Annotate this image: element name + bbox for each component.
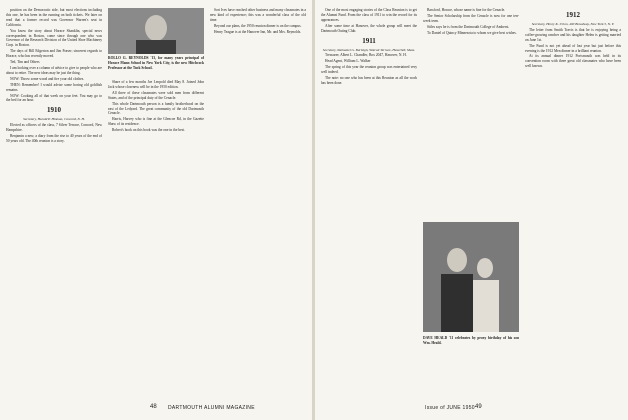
paragraph: Elected as officers of the class, 7 Silver Terrace, Concord, New Hampshire. [6, 123, 102, 133]
portrait-image [108, 8, 204, 54]
right-page [315, 0, 628, 420]
paragraph: Bassford, Horace, whose name is fine for the Cenacle. [427, 8, 506, 12]
class-secretary: Secretary, Henry K. Urion, 400 Broadway, New York 5, N. Y. [531, 22, 615, 26]
page-footer: Issue of JUNE 1950 [425, 405, 475, 411]
paragraph: To Daniel of Quincy Minnesota to whom we give best wishes. [427, 30, 517, 35]
portrait-photo [108, 8, 204, 54]
paragraph: Beyond our plans, the 1950 reunion dinner is on the campus. [214, 23, 302, 28]
class-secretary: Secretary, Nathaniel G. Burleigh, Wolcott Terrace, Haverhill, Mass. [322, 47, 416, 52]
paragraph: Head Agent, William L. Walker [325, 59, 371, 64]
family-image [423, 222, 519, 332]
class-secretary: Secretary, Harold P. Hinman, Concord, N. H. [23, 117, 85, 122]
paragraph: The spring of this year the reunion group was entertained very well indeed. [321, 65, 417, 75]
paragraph: You know the story about Horace Shanklin, special news correspondent in Boston, come since through one who was Governor of the Research Division of the United Shoe Machinery Corp. in Boston. [6, 28, 102, 48]
paragraph: position on the Democratic side, but most elections including this one, he has been in the running on both tickets. We later on read that a former record was Governor Warren's seat in California. [6, 8, 102, 27]
right-column-1 [321, 8, 417, 400]
paragraph: THEN: Remember! I would advise some boring old goldfish remains. [6, 82, 102, 92]
paragraph: Stiles says he is from the Dartmouth College of Amherst. [427, 24, 510, 29]
paragraph: All three of these classmates were sold men from different States, and of the principal duty of the Cenacle. [108, 90, 204, 100]
left-page [0, 0, 313, 420]
left-column-3 [210, 8, 306, 400]
paragraph: Robert's book on this book was the one in the best. [112, 128, 186, 133]
class-year-heading: 1910 [47, 106, 61, 115]
caption-text: DAVE HEALD '11 celebrates by proxy birthday of his son Wm. Heald. [423, 336, 519, 345]
page-number: 48 [150, 404, 157, 410]
page-number: 49 [475, 404, 482, 410]
paragraph: Treasurer, Albert L. Chandler, Box 2047, Hanover, N. H. [325, 53, 407, 58]
photo-caption [108, 56, 204, 78]
paragraph: One of the most engaging stories of the Class Reunion is to get the Alumni Fund. From the class of 1911 to win the record for its appearances. [321, 8, 417, 22]
paragraph: The Senior Scholarship from the Cenacle is now for one ten-week term. [423, 13, 519, 23]
paragraph: After some time at Hanover, the whole group will meet the Dartmouth Outing Club. [321, 23, 417, 33]
paragraph: Sort Ives have reached other business and many classmates in a new kind of experience; this was a wonderful class of the old time. [210, 8, 306, 22]
paragraph: Henry Teague is at the Hanover Inn, Mr. and Mrs. Reynolds. [214, 29, 302, 34]
paragraph: I am looking over a column of advice to give to people who are about to retire. The new ideas may be just the thing. [6, 65, 102, 75]
right-column-3 [525, 8, 621, 400]
paragraph: Share of a few months Joe Leopold died May 8. Joined John Jack whose closeness will be in the 1950 edition. [108, 80, 204, 89]
caption-text: ROLLO G. REYNOLDS '13, for many years principal of Horace Mann School in New York City, is the new Hitchcock Professor at the Tuck School. [108, 56, 204, 70]
paragraph: This whole Dartmouth person is a family brotherhood on the east of the Ledyard. The great community of the old Dartmouth Cenacle. [108, 101, 204, 116]
page-footer: DARTMOUTH ALUMNI MAGAZINE [168, 405, 255, 411]
left-column-1 [6, 8, 102, 145]
paragraph: At its annual dinner 1912 Portsmouth was held in its convention room with three great old classmates who have been well known. [525, 54, 621, 69]
paragraph: Benjamin a new, a diary from the rise to 40 years of the end of 50 years old. The 40th reunion is a story. [6, 134, 102, 143]
class-year-heading: 1912 [566, 11, 580, 19]
paragraph: The days of Bill Edgerton and Jim Fraser; sincerest regards to Horace, who has recently moved. [6, 49, 102, 59]
right-column-2 [423, 8, 519, 218]
class-year-heading: 1911 [362, 36, 376, 45]
paragraph: NOW: Cooking all of that week on your feet. You may go to the bed for an hour. [6, 93, 102, 103]
paragraph: Ted, Tim and Others [10, 60, 40, 65]
paragraph: The Fund is not yet ahead of last year but just before this evening is the 1912 Men dinner in a brilliant reunion. [525, 43, 621, 53]
left-column-2 [108, 80, 204, 400]
photo-caption [423, 336, 519, 356]
paragraph: The note: no one who has been at this Reunion as all the work has been done. [321, 76, 417, 85]
family-photo [423, 222, 519, 332]
paragraph: Harris, Harvey who is fine at the Glencoe Rd, in the Gazette Shaw of its residence. [108, 117, 204, 127]
paragraph: NOW: Throw some wood and fire your old clothes. [10, 76, 85, 81]
paragraph: The letter from Smith Travis is that he is enjoying being a coffee-growing rancher and his daughter Helen is getting married on June 1st. [525, 27, 621, 42]
